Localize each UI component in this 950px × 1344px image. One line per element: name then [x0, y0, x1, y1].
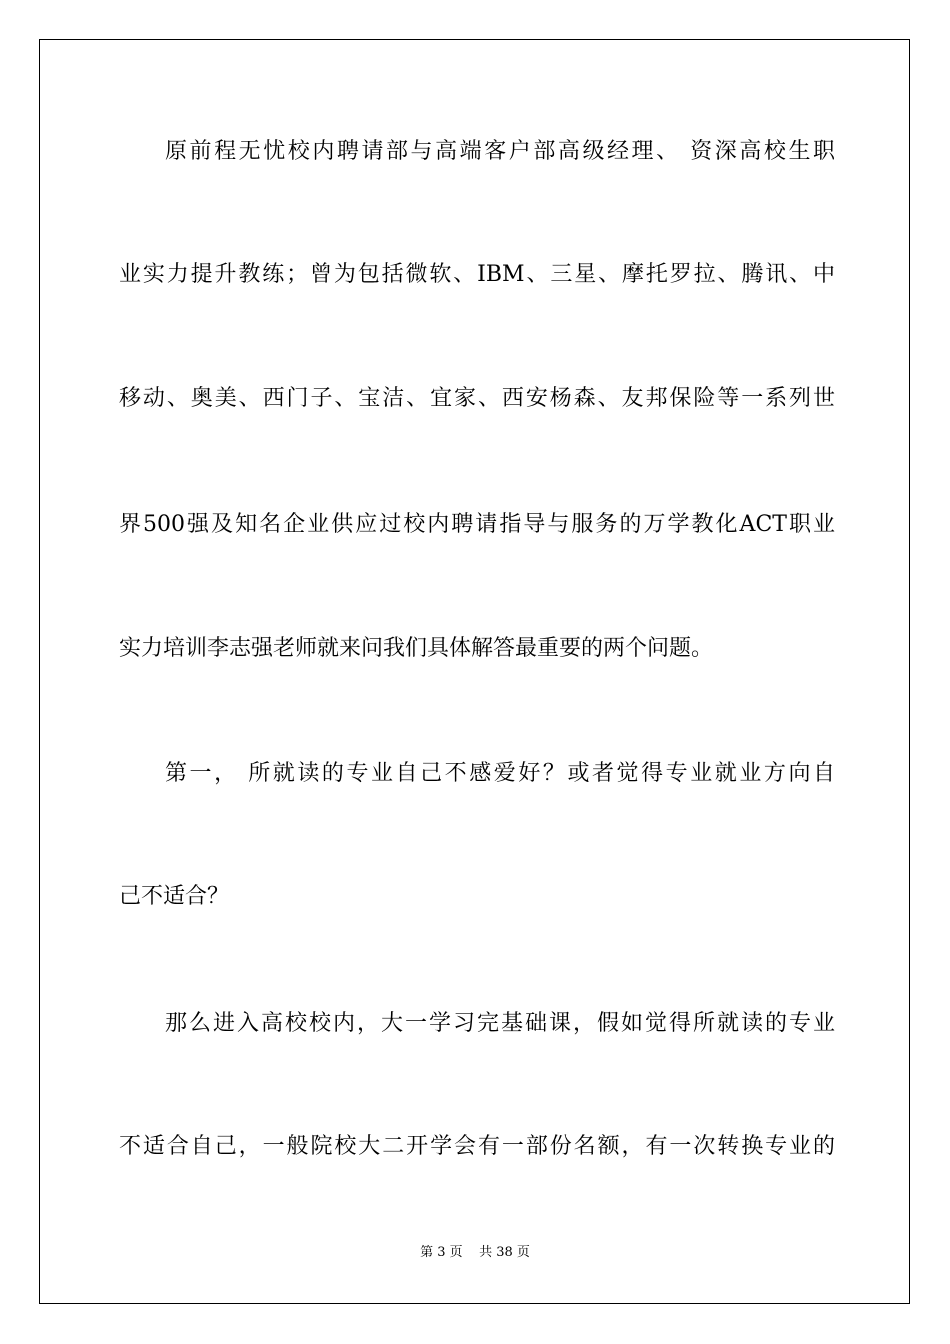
paragraph-1-line-2: 业实力提升教练；曾为包括微软、IBM、三星、摩托罗拉、腾讯、中	[119, 262, 835, 287]
page-number-footer: 第 3 页 共 38 页	[420, 1245, 530, 1260]
paragraph-1-line-4: 界500强及知名企业供应过校内聘请指导与服务的万学教化ACT职业	[119, 512, 835, 537]
paragraph-3-line-1: 那么进入高校校内，大一学习完基础课，假如觉得所就读的专业	[165, 1011, 835, 1036]
paragraph-2-line-1: 第一， 所就读的专业自己不感爱好？或者觉得专业就业方向自	[165, 761, 835, 786]
paragraph-1-line-3: 移动、奥美、西门子、宝洁、宜家、西安杨森、友邦保险等一系列世	[119, 386, 835, 411]
paragraph-1-line-1: 原前程无忧校内聘请部与高端客户部高级经理、 资深高校生职	[165, 139, 835, 164]
paragraph-2-line-2: 己不适合？	[119, 884, 230, 909]
paragraph-1-line-5: 实力培训李志强老师就来问我们具体解答最重要的两个问题。	[119, 636, 714, 661]
paragraph-3-line-2: 不适合自己，一般院校大二开学会有一部份名额，有一次转换专业的	[119, 1134, 835, 1159]
